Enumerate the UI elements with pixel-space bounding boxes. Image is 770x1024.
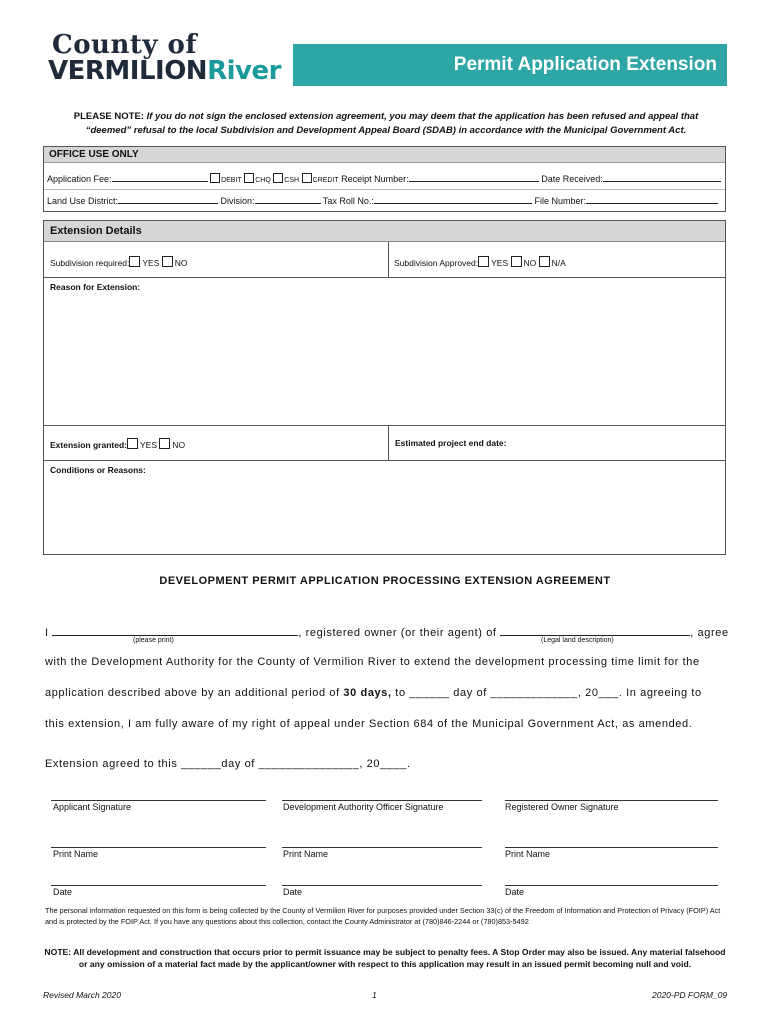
form-title: Permit Application Extension bbox=[453, 54, 717, 75]
owner-name-field[interactable] bbox=[52, 624, 298, 636]
registered-owner-text: , registered owner (or their agent) of bbox=[298, 627, 497, 639]
application-fee-label: Application Fee: bbox=[47, 174, 112, 184]
yes-label: YES bbox=[139, 440, 157, 450]
date-received-field[interactable] bbox=[603, 172, 721, 182]
applicant-signature-label: Applicant Signature bbox=[53, 802, 132, 812]
applicant-date-label: Date bbox=[53, 887, 73, 897]
office-row-divider bbox=[44, 189, 725, 190]
please-note-line2: “deemed” refusal to the local Subdivision and Development Appeal Board (SDAB) in accordance with the Municipal Government Act. bbox=[85, 125, 687, 136]
subdivision-approved-no-checkbox[interactable] bbox=[511, 256, 522, 267]
page-number: 1 bbox=[372, 990, 377, 1000]
no-label: NO bbox=[523, 258, 537, 268]
no-label: NO bbox=[172, 440, 186, 450]
agreement-line-3 bbox=[45, 687, 702, 699]
extension-granted bbox=[50, 438, 185, 450]
subdivision-approved-yes-checkbox[interactable] bbox=[478, 256, 489, 267]
applicant-date-line[interactable] bbox=[51, 885, 266, 886]
form-title-banner bbox=[293, 44, 727, 86]
land-use-district-label: Land Use District: bbox=[47, 196, 119, 206]
application-fee-field[interactable] bbox=[112, 172, 208, 182]
officer-date-label: Date bbox=[283, 887, 303, 897]
ext-divider-v2 bbox=[388, 425, 389, 460]
no-label: NO bbox=[174, 258, 188, 268]
owner-date-label: Date bbox=[505, 887, 525, 897]
division-label: Division: bbox=[220, 196, 255, 206]
subdivision-required bbox=[50, 256, 188, 268]
debit-checkbox[interactable] bbox=[210, 173, 220, 183]
tax-roll-label: Tax Roll No.: bbox=[322, 196, 374, 206]
legal-land-field[interactable] bbox=[500, 624, 690, 636]
office-row-1 bbox=[47, 172, 721, 184]
estimated-end-date-label: Estimated project end date: bbox=[395, 438, 507, 448]
applicant-print-name-label: Print Name bbox=[53, 849, 99, 859]
reason-for-extension-label: Reason for Extension: bbox=[50, 282, 141, 292]
logo-county-of: County of bbox=[52, 30, 198, 60]
chq-label: CHQ bbox=[255, 177, 271, 184]
subdivision-required-no-checkbox[interactable] bbox=[162, 256, 173, 267]
agreement-line-2: with the Development Authority for the County of Vermilion River to extend the development processing time limit for the bbox=[45, 656, 700, 668]
logo-river: River bbox=[207, 56, 281, 86]
officer-print-name-line[interactable] bbox=[282, 847, 482, 848]
chq-checkbox[interactable] bbox=[244, 173, 254, 183]
agreement-i: I bbox=[45, 627, 49, 639]
extension-details-section bbox=[43, 220, 726, 555]
reason-for-extension-field[interactable] bbox=[46, 295, 722, 421]
tax-roll-field[interactable] bbox=[374, 194, 532, 204]
debit-label: DEBIT bbox=[221, 177, 242, 184]
receipt-number-label: Receipt Number: bbox=[341, 174, 409, 184]
receipt-number-field[interactable] bbox=[409, 172, 539, 182]
officer-print-name-label: Print Name bbox=[283, 849, 329, 859]
division-field[interactable] bbox=[255, 194, 321, 204]
subdivision-required-label: Subdivision required: bbox=[50, 258, 130, 268]
agreement-title: DEVELOPMENT PERMIT APPLICATION PROCESSING EXTENSION AGREEMENT bbox=[159, 575, 611, 587]
ext-row-divider-1 bbox=[44, 277, 725, 278]
applicant-print-name-line[interactable] bbox=[51, 847, 266, 848]
owner-print-name-line[interactable] bbox=[505, 847, 718, 848]
penalty-note: NOTE: All development and construction that occurs prior to permit issuance may be subject to penalty fees. A Stop Order may also be issued. Any material falsehood or any omission of a material fact made by the applicant/owner with respect to this application may result in an issued permit becoming null and void. bbox=[44, 947, 726, 969]
office-use-heading: OFFICE USE ONLY bbox=[44, 147, 725, 163]
csh-checkbox[interactable] bbox=[273, 173, 283, 183]
please-print-caption: (please print) bbox=[133, 637, 174, 644]
subdivision-approved bbox=[394, 256, 566, 268]
conditions-field[interactable] bbox=[46, 479, 722, 549]
credit-label: CREDIT bbox=[312, 177, 339, 184]
file-number-field[interactable] bbox=[586, 194, 718, 204]
applicant-signature-line[interactable] bbox=[51, 800, 266, 801]
please-note-label: PLEASE NOTE: bbox=[73, 111, 144, 122]
thirty-days: 30 days, bbox=[343, 687, 392, 699]
logo-wordmark bbox=[48, 56, 281, 86]
land-use-district-field[interactable] bbox=[118, 194, 218, 204]
extension-granted-label: Extension granted: bbox=[50, 440, 127, 450]
extension-details-heading: Extension Details bbox=[44, 221, 725, 242]
subdivision-approved-na-checkbox[interactable] bbox=[539, 256, 550, 267]
office-row-2 bbox=[47, 194, 718, 206]
csh-label: CSH bbox=[284, 177, 300, 184]
subdivision-required-yes-checkbox[interactable] bbox=[129, 256, 140, 267]
form-number: 2020-PD FORM_09 bbox=[652, 990, 728, 1000]
credit-checkbox[interactable] bbox=[302, 173, 312, 183]
owner-date-line[interactable] bbox=[505, 885, 718, 886]
yes-label: YES bbox=[142, 258, 160, 268]
date-received-label: Date Received: bbox=[541, 174, 603, 184]
officer-signature-line[interactable] bbox=[282, 800, 482, 801]
privacy-notice: The personal information requested on this form is being collected by the County of Vermilion River for purposes provided under Section 33(c) of the Freedom of Information and Protection of Privacy (FOIP) Act and is protected by the FOIP Act. If you have any questions about this collection, contact the County Administrator at (780)846-2244 or (780)853-5492 bbox=[45, 906, 721, 926]
file-number-label: File Number: bbox=[534, 196, 586, 206]
officer-signature-label: Development Authority Officer Signature bbox=[283, 802, 444, 812]
officer-date-line[interactable] bbox=[282, 885, 482, 886]
owner-signature-line[interactable] bbox=[505, 800, 718, 801]
conditions-label: Conditions or Reasons: bbox=[50, 465, 146, 475]
yes-label: YES bbox=[491, 258, 509, 268]
revised-date: Revised March 2020 bbox=[43, 990, 121, 1000]
owner-signature-label: Registered Owner Signature bbox=[505, 802, 619, 812]
agreement-line-4: this extension, I am fully aware of my right of appeal under Section 684 of the Municipal Government Act, as amended. bbox=[45, 718, 693, 730]
extension-granted-yes-checkbox[interactable] bbox=[127, 438, 138, 449]
agree-text: , agree bbox=[690, 627, 729, 639]
ext-divider-v1 bbox=[388, 242, 389, 277]
agreement-line-3a: application described above by an additional period of bbox=[45, 687, 344, 699]
please-note-line1: If you do not sign the enclosed extension agreement, you may deem that the application has been refused and appeal that bbox=[146, 111, 699, 122]
legal-land-caption: (Legal land description) bbox=[541, 637, 614, 644]
agreement-line-5: Extension agreed to this ______day of _______________, 20____. bbox=[45, 758, 411, 770]
na-label: N/A bbox=[551, 258, 566, 268]
subdivision-approved-label: Subdivision Approved: bbox=[394, 258, 479, 268]
please-note bbox=[56, 110, 716, 138]
office-use-section bbox=[43, 146, 726, 212]
extension-granted-no-checkbox[interactable] bbox=[159, 438, 170, 449]
agreement-line-3c: to ______ day of _____________, 20___. In agreeing to bbox=[391, 687, 702, 699]
logo-vermilion: VERMILION bbox=[48, 56, 208, 86]
ext-row-divider-3 bbox=[44, 460, 725, 461]
ext-row-divider-2 bbox=[44, 425, 725, 426]
owner-print-name-label: Print Name bbox=[505, 849, 551, 859]
